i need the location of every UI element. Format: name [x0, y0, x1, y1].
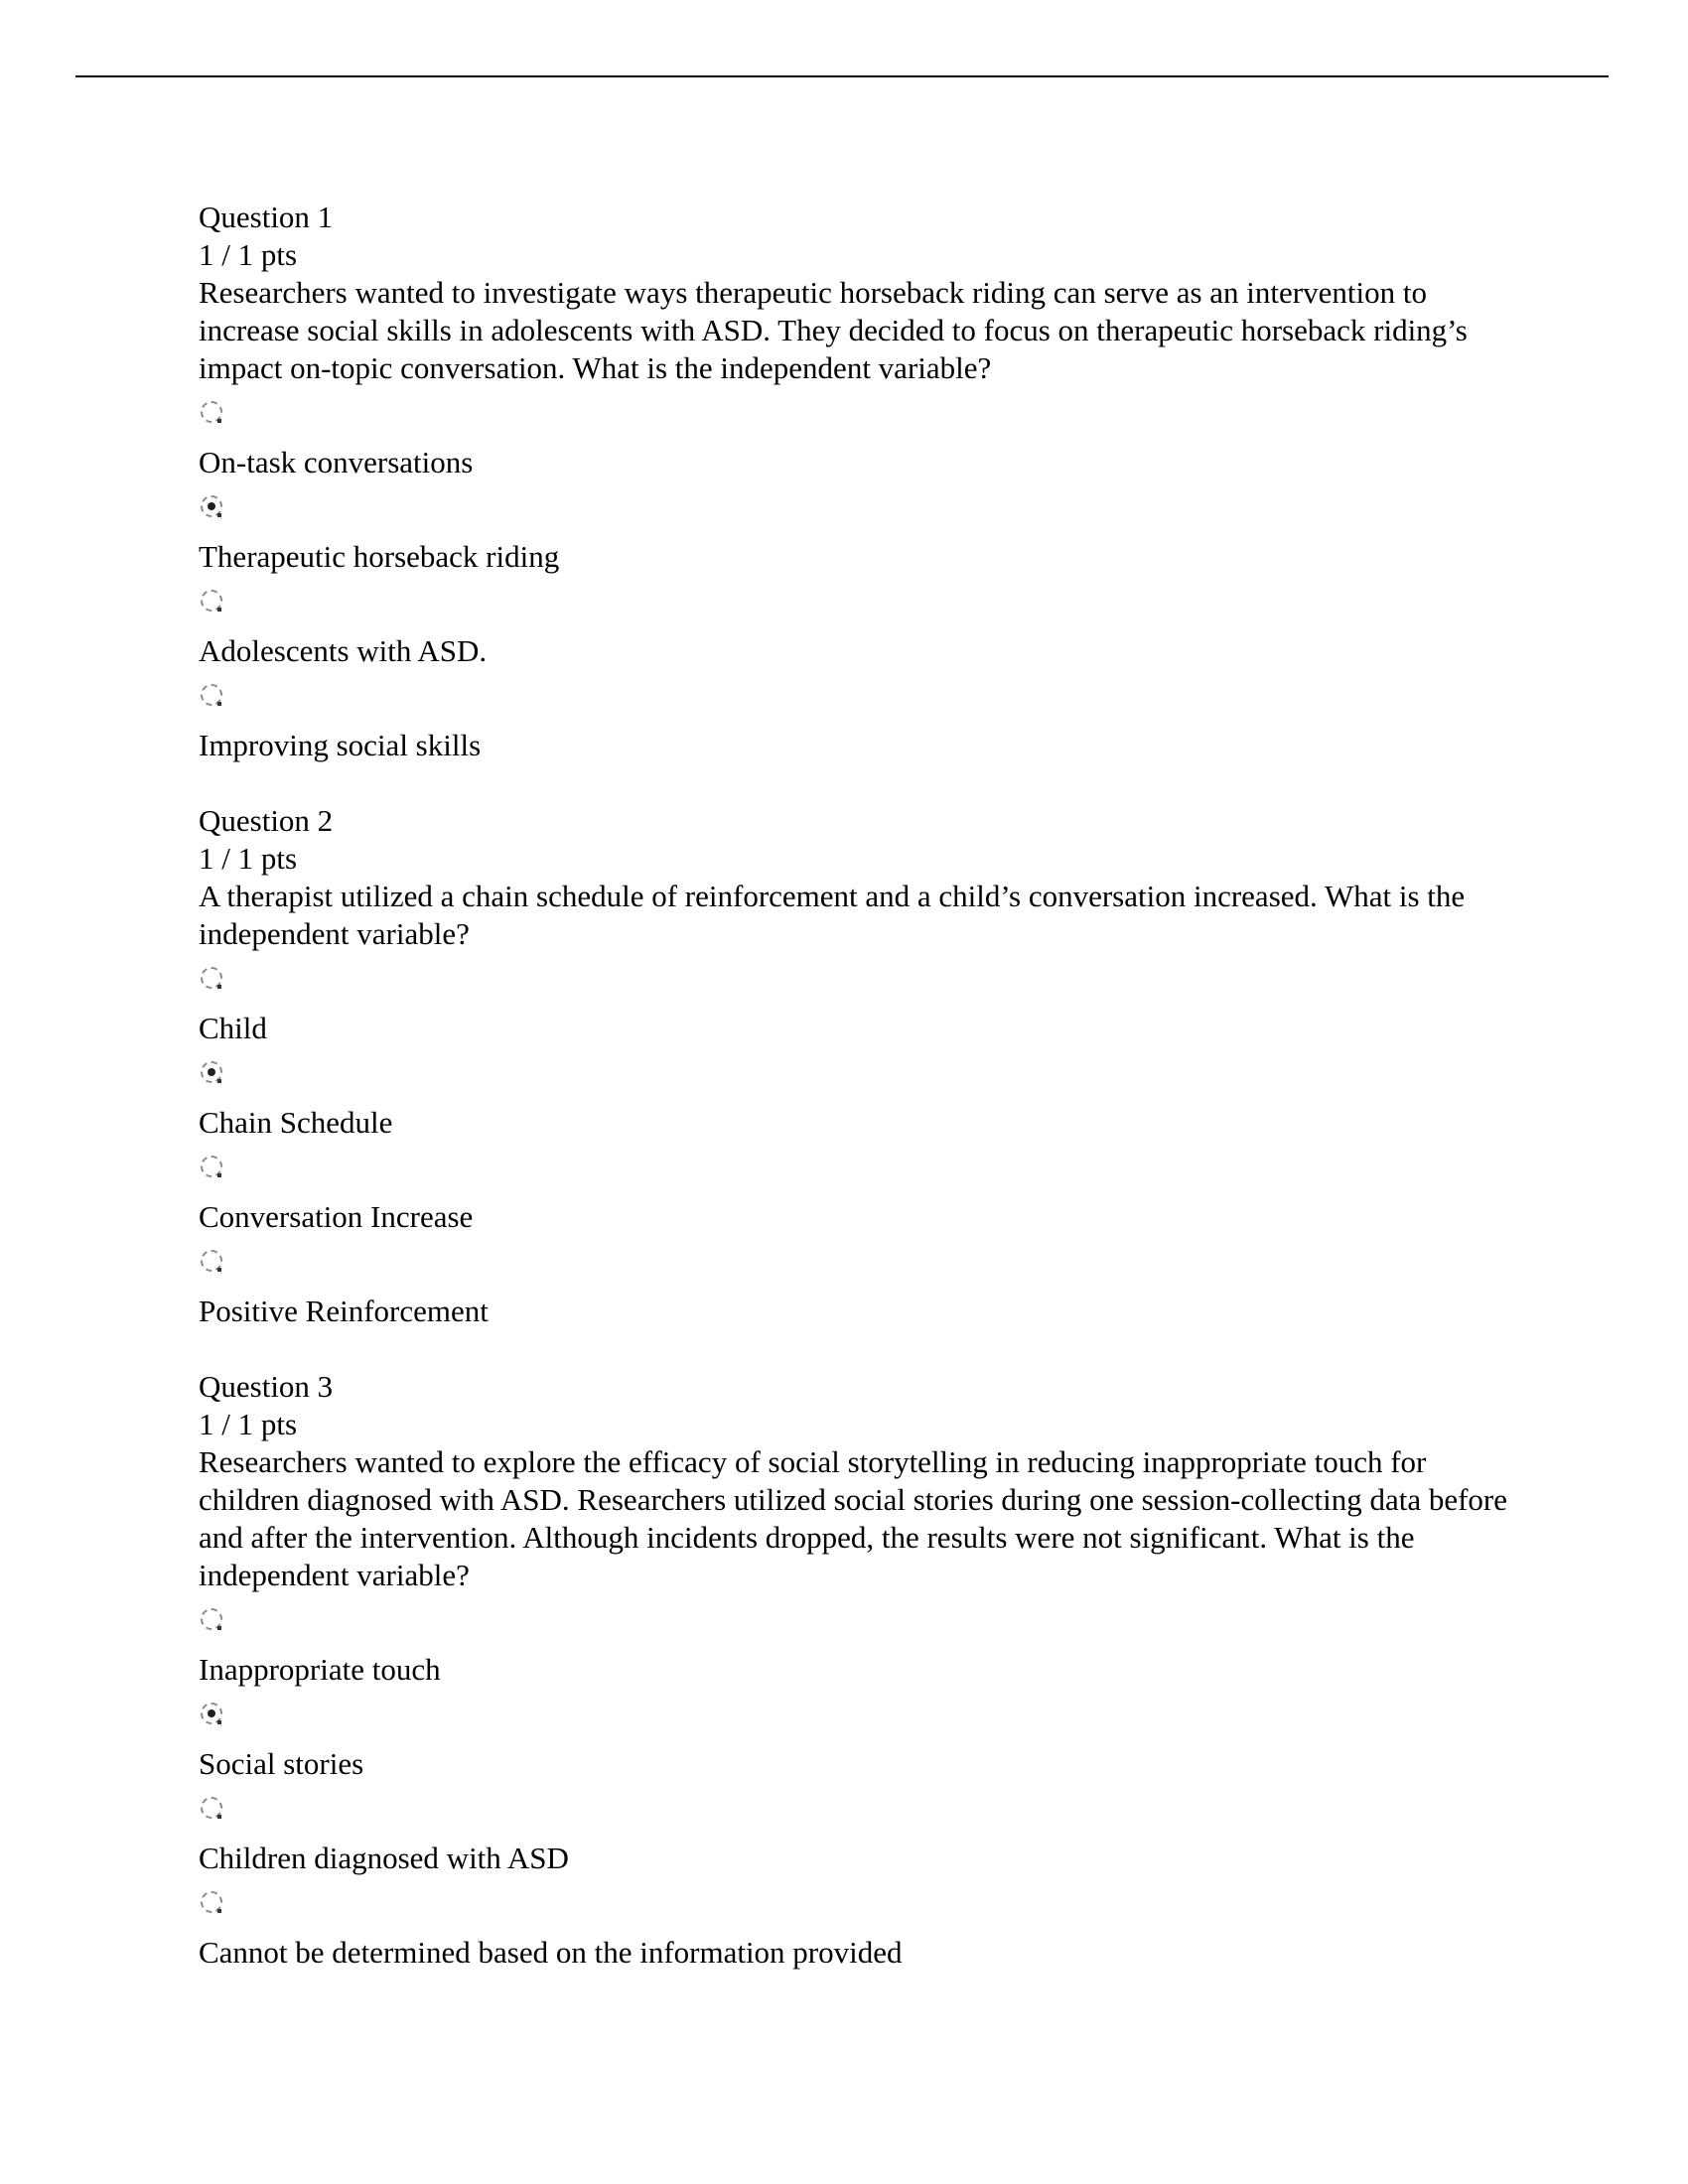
answer-option[interactable] — [199, 1142, 1509, 1236]
question-1 — [199, 199, 1509, 764]
radio-button-icon[interactable] — [201, 1891, 222, 1913]
header-rule — [75, 75, 1609, 77]
answer-label: Cannot be determined based on the information provided — [199, 1935, 903, 1970]
quiz-content — [199, 199, 1509, 1972]
radio-button-icon[interactable] — [201, 401, 222, 423]
radio-button-icon[interactable] — [201, 1703, 222, 1724]
question-points: 1 / 1 pts — [199, 1407, 298, 1441]
answer-option[interactable] — [199, 1594, 1509, 1689]
answer-option[interactable] — [199, 1236, 1509, 1330]
radio-button-icon[interactable] — [201, 1156, 222, 1177]
question-text: A therapist utilized a chain schedule of reinforcement and a child’s conversation increased. What is the independent variable? — [199, 879, 1466, 951]
answer-label: Improving social skills — [199, 728, 482, 762]
answer-label: Therapeutic horseback riding — [199, 539, 560, 574]
answer-label: Inappropriate touch — [199, 1652, 441, 1687]
question-points: 1 / 1 pts — [199, 237, 298, 272]
answer-label: On-task conversations — [199, 445, 474, 479]
answer-label: Social stories — [199, 1746, 364, 1781]
answer-option[interactable] — [199, 953, 1509, 1047]
answer-option[interactable] — [199, 1047, 1509, 1142]
question-text: Researchers wanted to explore the efficacy of social storytelling in reducing inappropriate touch for children diagnosed with ASD. Researchers utilized social stories during one session-collecting data before and after the intervention. Although incidents dropped, the results were not significant. What is the independent variable? — [199, 1444, 1507, 1592]
answer-label: Positive Reinforcement — [199, 1294, 489, 1328]
answer-option[interactable] — [199, 1689, 1509, 1783]
answer-option[interactable] — [199, 387, 1509, 481]
question-2 — [199, 802, 1509, 1330]
radio-button-icon[interactable] — [201, 967, 222, 989]
radio-button-icon[interactable] — [201, 1608, 222, 1630]
question-title: Question 2 — [199, 803, 334, 838]
question-3 — [199, 1368, 1509, 1972]
answer-option[interactable] — [199, 481, 1509, 576]
radio-button-icon[interactable] — [201, 1797, 222, 1819]
answer-label: Child — [199, 1011, 267, 1045]
answer-label: Adolescents with ASD. — [199, 633, 488, 668]
answer-label: Conversation Increase — [199, 1199, 474, 1234]
question-text: Researchers wanted to investigate ways therapeutic horseback riding can serve as an intervention to increase social skills in adolescents with ASD. They decided to focus on therapeutic horseback riding’s impact on-topic conversation. What is the independent variable? — [199, 275, 1468, 385]
radio-button-icon[interactable] — [201, 1061, 222, 1083]
radio-button-icon[interactable] — [201, 495, 222, 517]
radio-button-icon[interactable] — [201, 590, 222, 612]
question-title: Question 3 — [199, 1369, 334, 1404]
answer-option[interactable] — [199, 670, 1509, 764]
answer-label: Children diagnosed with ASD — [199, 1841, 569, 1875]
answer-option[interactable] — [199, 1877, 1509, 1972]
radio-button-icon[interactable] — [201, 684, 222, 706]
question-title: Question 1 — [199, 200, 334, 234]
radio-button-icon[interactable] — [201, 1250, 222, 1272]
answer-label: Chain Schedule — [199, 1105, 393, 1140]
answer-option[interactable] — [199, 1783, 1509, 1877]
question-points: 1 / 1 pts — [199, 841, 298, 876]
answer-option[interactable] — [199, 576, 1509, 670]
